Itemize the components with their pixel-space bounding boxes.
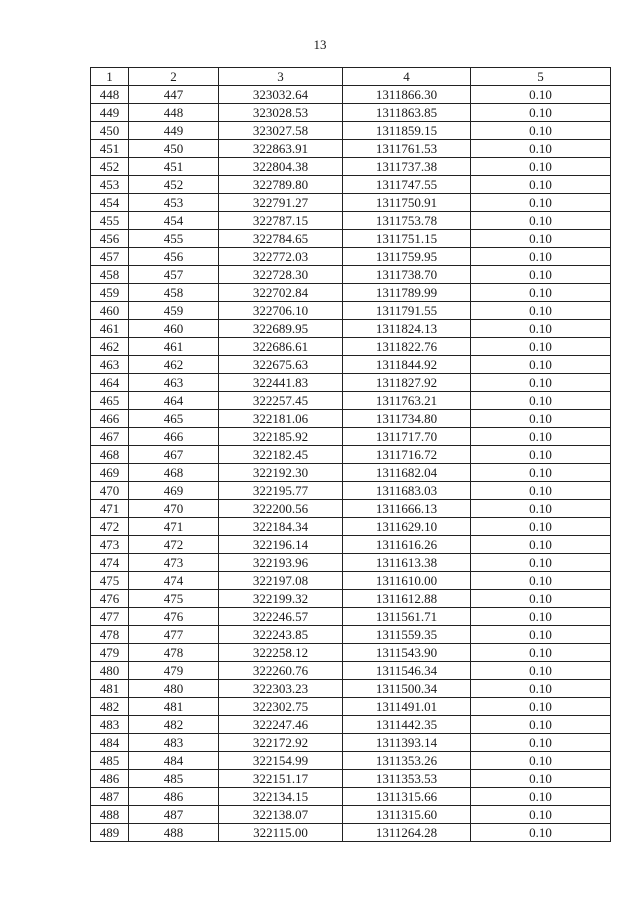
table-cell-col-5: 0.10 — [471, 698, 611, 716]
table-cell-col-1: 473 — [91, 536, 129, 554]
table-cell-col-4: 1311353.53 — [343, 770, 471, 788]
table-cell-col-2: 477 — [129, 626, 219, 644]
table-cell-col-5: 0.10 — [471, 104, 611, 122]
table-row — [91, 464, 611, 482]
table-cell-col-1: 459 — [91, 284, 129, 302]
table-cell-col-1: 457 — [91, 248, 129, 266]
table-cell-col-1: 477 — [91, 608, 129, 626]
table-row — [91, 428, 611, 446]
table-cell-col-1: 463 — [91, 356, 129, 374]
table-cell-col-2: 479 — [129, 662, 219, 680]
coordinates-table — [90, 67, 611, 842]
table-row — [91, 536, 611, 554]
table-cell-col-1: 487 — [91, 788, 129, 806]
table-cell-col-1: 478 — [91, 626, 129, 644]
table-cell-col-3: 322675.63 — [219, 356, 343, 374]
table-cell-col-2: 462 — [129, 356, 219, 374]
table-cell-col-1: 475 — [91, 572, 129, 590]
table-cell-col-4: 1311761.53 — [343, 140, 471, 158]
table-cell-col-3: 322247.46 — [219, 716, 343, 734]
table-row — [91, 752, 611, 770]
table-cell-col-4: 1311491.01 — [343, 698, 471, 716]
table-cell-col-3: 322689.95 — [219, 320, 343, 338]
table-cell-col-4: 1311789.99 — [343, 284, 471, 302]
table-cell-col-2: 455 — [129, 230, 219, 248]
table-cell-col-5: 0.10 — [471, 266, 611, 284]
table-cell-col-5: 0.10 — [471, 158, 611, 176]
table-cell-col-1: 483 — [91, 716, 129, 734]
table-cell-col-1: 470 — [91, 482, 129, 500]
table-cell-col-2: 463 — [129, 374, 219, 392]
table-cell-col-1: 464 — [91, 374, 129, 392]
table-row — [91, 176, 611, 194]
table-cell-col-4: 1311859.15 — [343, 122, 471, 140]
table-row — [91, 338, 611, 356]
table-row — [91, 608, 611, 626]
table-cell-col-1: 460 — [91, 302, 129, 320]
table-header-row — [91, 68, 611, 86]
table-cell-col-5: 0.10 — [471, 86, 611, 104]
table-cell-col-3: 322172.92 — [219, 734, 343, 752]
table-cell-col-3: 322863.91 — [219, 140, 343, 158]
table-cell-col-1: 469 — [91, 464, 129, 482]
table-cell-col-1: 489 — [91, 824, 129, 842]
page-number: 13 — [313, 37, 327, 52]
table-row — [91, 518, 611, 536]
table-cell-col-5: 0.10 — [471, 824, 611, 842]
table-row — [91, 374, 611, 392]
table-row — [91, 320, 611, 338]
table-cell-col-2: 483 — [129, 734, 219, 752]
table-cell-col-4: 1311738.70 — [343, 266, 471, 284]
table-cell-col-2: 464 — [129, 392, 219, 410]
table-cell-col-4: 1311763.21 — [343, 392, 471, 410]
table-cell-col-2: 461 — [129, 338, 219, 356]
table-cell-col-4: 1311822.76 — [343, 338, 471, 356]
table-cell-col-5: 0.10 — [471, 482, 611, 500]
table-cell-col-1: 456 — [91, 230, 129, 248]
table-row — [91, 104, 611, 122]
table-row — [91, 212, 611, 230]
table-cell-col-1: 472 — [91, 518, 129, 536]
table-cell-col-4: 1311683.03 — [343, 482, 471, 500]
table-cell-col-2: 481 — [129, 698, 219, 716]
column-header-4: 4 — [343, 68, 471, 86]
table-cell-col-3: 322260.76 — [219, 662, 343, 680]
table-cell-col-2: 456 — [129, 248, 219, 266]
table-cell-col-2: 450 — [129, 140, 219, 158]
table-cell-col-3: 323028.53 — [219, 104, 343, 122]
table-cell-col-5: 0.10 — [471, 140, 611, 158]
table-row — [91, 410, 611, 428]
table-row — [91, 734, 611, 752]
table-cell-col-5: 0.10 — [471, 248, 611, 266]
table-cell-col-1: 448 — [91, 86, 129, 104]
table-cell-col-5: 0.10 — [471, 788, 611, 806]
table-cell-col-5: 0.10 — [471, 392, 611, 410]
table-row — [91, 572, 611, 590]
table-cell-col-2: 449 — [129, 122, 219, 140]
table-cell-col-3: 322257.45 — [219, 392, 343, 410]
table-cell-col-3: 322706.10 — [219, 302, 343, 320]
table-cell-col-4: 1311734.80 — [343, 410, 471, 428]
table-cell-col-4: 1311824.13 — [343, 320, 471, 338]
table-cell-col-2: 458 — [129, 284, 219, 302]
table-row — [91, 446, 611, 464]
table-cell-col-4: 1311613.38 — [343, 554, 471, 572]
table-cell-col-1: 479 — [91, 644, 129, 662]
table-row — [91, 392, 611, 410]
table-cell-col-4: 1311747.55 — [343, 176, 471, 194]
table-cell-col-5: 0.10 — [471, 446, 611, 464]
table-row — [91, 248, 611, 266]
table-cell-col-1: 488 — [91, 806, 129, 824]
table-cell-col-2: 482 — [129, 716, 219, 734]
table-row — [91, 86, 611, 104]
table-cell-col-5: 0.10 — [471, 770, 611, 788]
table-cell-col-5: 0.10 — [471, 806, 611, 824]
table-cell-col-3: 323027.58 — [219, 122, 343, 140]
table-cell-col-2: 453 — [129, 194, 219, 212]
table-cell-col-5: 0.10 — [471, 212, 611, 230]
table-row — [91, 302, 611, 320]
column-header-5: 5 — [471, 68, 611, 86]
table-cell-col-4: 1311612.88 — [343, 590, 471, 608]
table-cell-col-5: 0.10 — [471, 176, 611, 194]
table-cell-col-5: 0.10 — [471, 500, 611, 518]
table-cell-col-4: 1311561.71 — [343, 608, 471, 626]
table-cell-col-3: 322193.96 — [219, 554, 343, 572]
table-cell-col-3: 323032.64 — [219, 86, 343, 104]
table-cell-col-4: 1311737.38 — [343, 158, 471, 176]
column-header-2: 2 — [129, 68, 219, 86]
table-cell-col-2: 447 — [129, 86, 219, 104]
table-cell-col-3: 322702.84 — [219, 284, 343, 302]
table-cell-col-5: 0.10 — [471, 536, 611, 554]
table-cell-col-5: 0.10 — [471, 464, 611, 482]
table-row — [91, 140, 611, 158]
table-cell-col-1: 485 — [91, 752, 129, 770]
table-cell-col-1: 462 — [91, 338, 129, 356]
table-cell-col-5: 0.10 — [471, 590, 611, 608]
table-row — [91, 626, 611, 644]
table-cell-col-4: 1311751.15 — [343, 230, 471, 248]
table-cell-col-5: 0.10 — [471, 518, 611, 536]
table-cell-col-3: 322772.03 — [219, 248, 343, 266]
table-cell-col-5: 0.10 — [471, 122, 611, 140]
table-cell-col-5: 0.10 — [471, 680, 611, 698]
table-cell-col-4: 1311866.30 — [343, 86, 471, 104]
table-cell-col-3: 322192.30 — [219, 464, 343, 482]
table-cell-col-4: 1311863.85 — [343, 104, 471, 122]
table-cell-col-5: 0.10 — [471, 356, 611, 374]
table-cell-col-3: 322134.15 — [219, 788, 343, 806]
table-cell-col-3: 322195.77 — [219, 482, 343, 500]
table-cell-col-1: 455 — [91, 212, 129, 230]
table-row — [91, 266, 611, 284]
table-cell-col-3: 322246.57 — [219, 608, 343, 626]
table-cell-col-4: 1311827.92 — [343, 374, 471, 392]
table-cell-col-3: 322303.23 — [219, 680, 343, 698]
table-cell-col-4: 1311393.14 — [343, 734, 471, 752]
table-cell-col-2: 451 — [129, 158, 219, 176]
table-cell-col-5: 0.10 — [471, 302, 611, 320]
table-cell-col-4: 1311750.91 — [343, 194, 471, 212]
table-cell-col-1: 486 — [91, 770, 129, 788]
table-cell-col-2: 471 — [129, 518, 219, 536]
table-cell-col-3: 322182.45 — [219, 446, 343, 464]
table-cell-col-1: 449 — [91, 104, 129, 122]
table-cell-col-1: 466 — [91, 410, 129, 428]
table-cell-col-5: 0.10 — [471, 374, 611, 392]
table-cell-col-1: 484 — [91, 734, 129, 752]
table-cell-col-4: 1311844.92 — [343, 356, 471, 374]
table-cell-col-2: 472 — [129, 536, 219, 554]
table-cell-col-2: 487 — [129, 806, 219, 824]
table-cell-col-4: 1311559.35 — [343, 626, 471, 644]
table-cell-col-3: 322184.34 — [219, 518, 343, 536]
table-row — [91, 644, 611, 662]
table-cell-col-4: 1311546.34 — [343, 662, 471, 680]
table-row — [91, 806, 611, 824]
table-cell-col-5: 0.10 — [471, 734, 611, 752]
table-row — [91, 770, 611, 788]
table-row — [91, 554, 611, 572]
table-cell-col-1: 465 — [91, 392, 129, 410]
table-cell-col-1: 452 — [91, 158, 129, 176]
table-cell-col-4: 1311682.04 — [343, 464, 471, 482]
table-cell-col-4: 1311759.95 — [343, 248, 471, 266]
table-cell-col-2: 468 — [129, 464, 219, 482]
table-cell-col-3: 322258.12 — [219, 644, 343, 662]
table-cell-col-5: 0.10 — [471, 626, 611, 644]
table-cell-col-2: 460 — [129, 320, 219, 338]
table-cell-col-4: 1311315.66 — [343, 788, 471, 806]
table-row — [91, 284, 611, 302]
table-cell-col-5: 0.10 — [471, 428, 611, 446]
table-cell-col-3: 322243.85 — [219, 626, 343, 644]
table-cell-col-4: 1311610.00 — [343, 572, 471, 590]
table-cell-col-3: 322200.56 — [219, 500, 343, 518]
table-row — [91, 230, 611, 248]
table-cell-col-4: 1311353.26 — [343, 752, 471, 770]
table-cell-col-5: 0.10 — [471, 608, 611, 626]
table-cell-col-1: 453 — [91, 176, 129, 194]
table-cell-col-4: 1311716.72 — [343, 446, 471, 464]
table-row — [91, 482, 611, 500]
table-cell-col-3: 322784.65 — [219, 230, 343, 248]
table-cell-col-1: 450 — [91, 122, 129, 140]
table-cell-col-3: 322728.30 — [219, 266, 343, 284]
table-cell-col-4: 1311717.70 — [343, 428, 471, 446]
table-cell-col-3: 322791.27 — [219, 194, 343, 212]
table-cell-col-1: 476 — [91, 590, 129, 608]
table-cell-col-4: 1311629.10 — [343, 518, 471, 536]
table-cell-col-2: 474 — [129, 572, 219, 590]
table-cell-col-2: 480 — [129, 680, 219, 698]
table-row — [91, 194, 611, 212]
table-cell-col-1: 480 — [91, 662, 129, 680]
table-cell-col-5: 0.10 — [471, 338, 611, 356]
table-cell-col-2: 485 — [129, 770, 219, 788]
table-cell-col-4: 1311500.34 — [343, 680, 471, 698]
table-cell-col-1: 454 — [91, 194, 129, 212]
table-row — [91, 788, 611, 806]
table-cell-col-3: 322196.14 — [219, 536, 343, 554]
table-cell-col-2: 473 — [129, 554, 219, 572]
table-cell-col-2: 448 — [129, 104, 219, 122]
table-cell-col-3: 322154.99 — [219, 752, 343, 770]
table-cell-col-2: 459 — [129, 302, 219, 320]
table-cell-col-2: 486 — [129, 788, 219, 806]
table-row — [91, 122, 611, 140]
table-cell-col-5: 0.10 — [471, 554, 611, 572]
table-row — [91, 158, 611, 176]
table-cell-col-2: 469 — [129, 482, 219, 500]
table-row — [91, 500, 611, 518]
table-row — [91, 662, 611, 680]
table-cell-col-4: 1311616.26 — [343, 536, 471, 554]
table-cell-col-1: 468 — [91, 446, 129, 464]
table-cell-col-3: 322789.80 — [219, 176, 343, 194]
table-cell-col-5: 0.10 — [471, 644, 611, 662]
table-cell-col-4: 1311315.60 — [343, 806, 471, 824]
table-cell-col-2: 452 — [129, 176, 219, 194]
table-cell-col-2: 466 — [129, 428, 219, 446]
table-cell-col-2: 467 — [129, 446, 219, 464]
table-body — [91, 86, 611, 842]
table-row — [91, 590, 611, 608]
table-cell-col-3: 322185.92 — [219, 428, 343, 446]
table-cell-col-2: 475 — [129, 590, 219, 608]
table-cell-col-1: 482 — [91, 698, 129, 716]
table-cell-col-2: 488 — [129, 824, 219, 842]
table-cell-col-2: 484 — [129, 752, 219, 770]
table-cell-col-4: 1311666.13 — [343, 500, 471, 518]
table-cell-col-3: 322197.08 — [219, 572, 343, 590]
table-row — [91, 824, 611, 842]
table-cell-col-3: 322151.17 — [219, 770, 343, 788]
table-cell-col-1: 451 — [91, 140, 129, 158]
table-cell-col-3: 322115.00 — [219, 824, 343, 842]
table-cell-col-5: 0.10 — [471, 230, 611, 248]
table-cell-col-3: 322138.07 — [219, 806, 343, 824]
table-cell-col-4: 1311264.28 — [343, 824, 471, 842]
table-cell-col-3: 322787.15 — [219, 212, 343, 230]
table-cell-col-2: 454 — [129, 212, 219, 230]
table-cell-col-1: 467 — [91, 428, 129, 446]
table-cell-col-2: 465 — [129, 410, 219, 428]
table-cell-col-1: 458 — [91, 266, 129, 284]
table-cell-col-3: 322804.38 — [219, 158, 343, 176]
table-cell-col-2: 476 — [129, 608, 219, 626]
table-cell-col-1: 471 — [91, 500, 129, 518]
table-cell-col-5: 0.10 — [471, 320, 611, 338]
column-header-3: 3 — [219, 68, 343, 86]
table-cell-col-5: 0.10 — [471, 572, 611, 590]
table-cell-col-2: 478 — [129, 644, 219, 662]
table-cell-col-3: 322686.61 — [219, 338, 343, 356]
column-header-1: 1 — [91, 68, 129, 86]
table-row — [91, 698, 611, 716]
table-cell-col-5: 0.10 — [471, 752, 611, 770]
table-cell-col-1: 474 — [91, 554, 129, 572]
table-cell-col-5: 0.10 — [471, 410, 611, 428]
table-cell-col-1: 481 — [91, 680, 129, 698]
table-cell-col-2: 457 — [129, 266, 219, 284]
table-cell-col-4: 1311753.78 — [343, 212, 471, 230]
table-cell-col-4: 1311543.90 — [343, 644, 471, 662]
table-cell-col-1: 461 — [91, 320, 129, 338]
table-cell-col-2: 470 — [129, 500, 219, 518]
table-cell-col-4: 1311442.35 — [343, 716, 471, 734]
table-row — [91, 716, 611, 734]
table-cell-col-3: 322302.75 — [219, 698, 343, 716]
table-row — [91, 356, 611, 374]
table-cell-col-4: 1311791.55 — [343, 302, 471, 320]
table-cell-col-5: 0.10 — [471, 662, 611, 680]
table-cell-col-5: 0.10 — [471, 194, 611, 212]
table-cell-col-3: 322199.32 — [219, 590, 343, 608]
table-cell-col-5: 0.10 — [471, 716, 611, 734]
table-row — [91, 680, 611, 698]
table-cell-col-3: 322181.06 — [219, 410, 343, 428]
table-cell-col-3: 322441.83 — [219, 374, 343, 392]
table-cell-col-5: 0.10 — [471, 284, 611, 302]
